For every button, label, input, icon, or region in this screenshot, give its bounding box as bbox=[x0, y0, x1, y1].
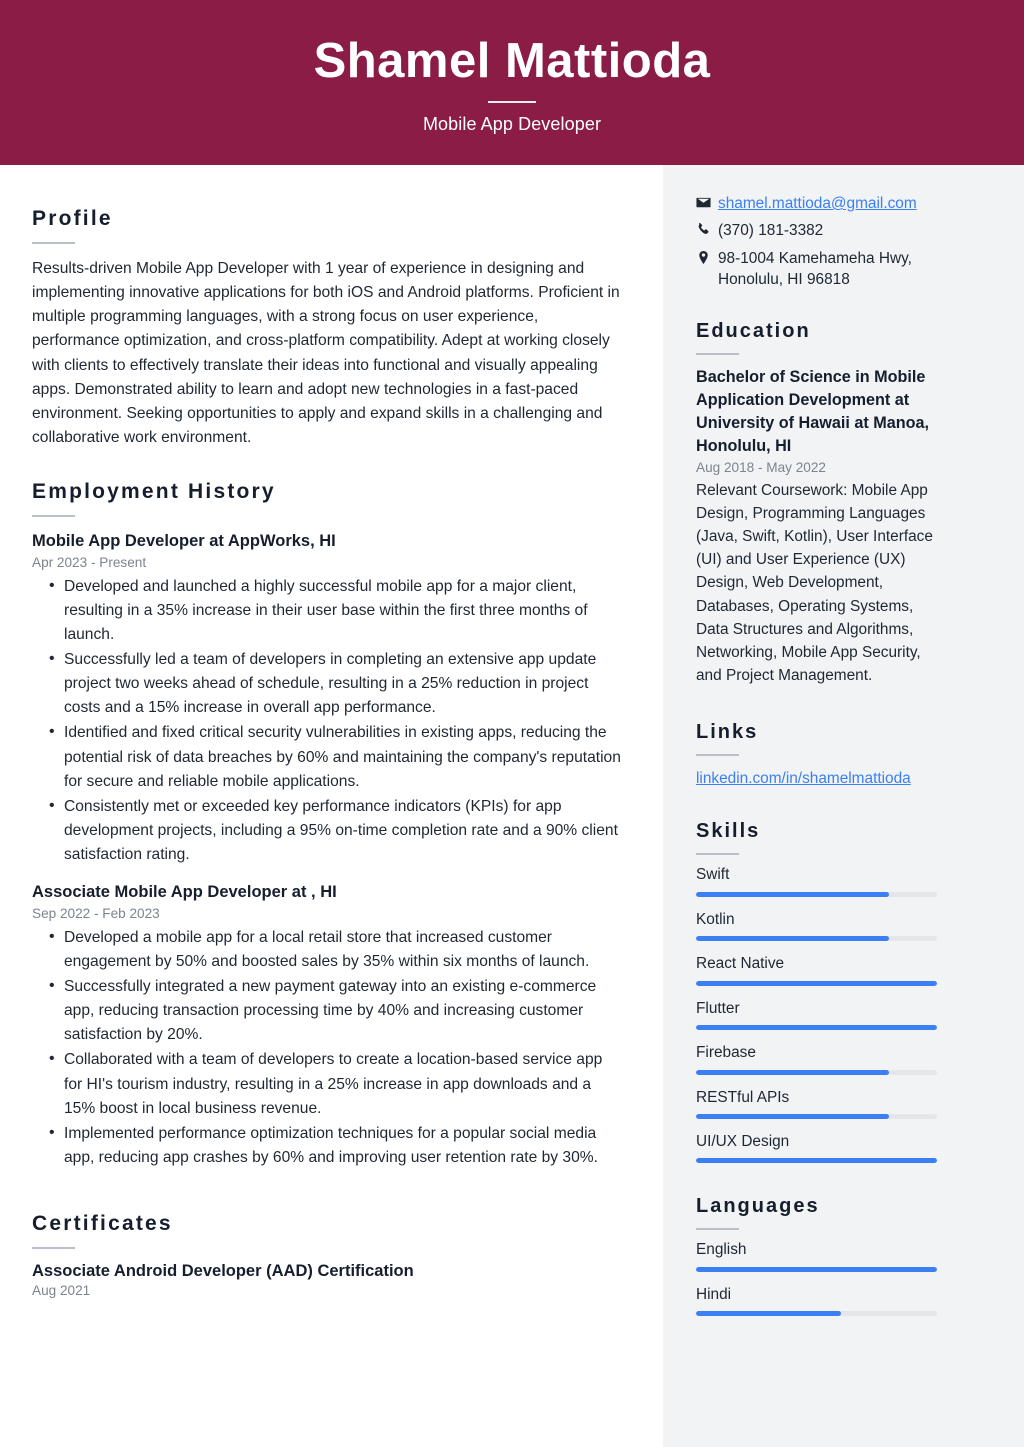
section-rule bbox=[32, 242, 75, 244]
header-job-title: Mobile App Developer bbox=[422, 114, 602, 135]
language-bar-track bbox=[696, 1267, 937, 1272]
link-linkedin[interactable]: linkedin.com/in/shamelmattioda bbox=[696, 769, 911, 787]
job-bullet-list bbox=[32, 575, 623, 868]
language-bar-fill bbox=[696, 1267, 937, 1272]
phone-icon bbox=[696, 220, 718, 237]
contact-email-row[interactable] bbox=[696, 193, 950, 214]
skill-label: Firebase bbox=[696, 1044, 756, 1062]
skill-bar-track bbox=[696, 892, 937, 897]
job-title: Associate Mobile App Developer at , HI bbox=[32, 883, 337, 902]
education-date: Aug 2018 - May 2022 bbox=[696, 460, 826, 475]
certificate-date: Aug 2021 bbox=[32, 1283, 91, 1299]
languages-heading: Languages bbox=[696, 1195, 820, 1218]
certificates-section bbox=[32, 1212, 623, 1298]
skill-item bbox=[696, 1089, 950, 1119]
skill-bar-fill bbox=[696, 892, 889, 897]
contact-phone: (370) 181-3382 bbox=[718, 222, 824, 240]
sidebar bbox=[663, 165, 1024, 1447]
contact-email[interactable]: shamel.mattioda@gmail.com bbox=[718, 195, 917, 212]
education-description: Relevant Coursework: Mobile App Design, Programming Languages (Java, Swift, Kotlin), User Interface (UI) and User Experience (UX) Design, Web Development, Databases, Operating Systems, Data Structures and Algorithms, Networking, Mobile App Security, and Project Management. bbox=[696, 482, 933, 684]
skills-heading: Skills bbox=[696, 820, 761, 843]
main-column bbox=[0, 165, 663, 1447]
job-bullet-list bbox=[32, 926, 623, 1171]
job-bullet: • Developed and launched a highly successful mobile app for a major client, resulting in a 35% increase in their user base within the first three months of launch. bbox=[32, 575, 623, 647]
section-rule bbox=[696, 754, 739, 756]
skill-bar-fill bbox=[696, 1025, 937, 1030]
skill-label: UI/UX Design bbox=[696, 1133, 790, 1150]
contact-list bbox=[696, 193, 950, 290]
employment-entry bbox=[32, 530, 623, 867]
language-bar-track bbox=[696, 1311, 937, 1316]
job-bullet: • Successfully led a team of developers in completing an extensive app update project two weeks ahead of schedule, resulting in a 25% reduction in project costs and a 15% increase in overall app performance. bbox=[32, 648, 623, 720]
section-rule bbox=[696, 353, 739, 355]
certificates-heading: Certificates bbox=[32, 1212, 173, 1236]
skill-label: RESTful APIs bbox=[696, 1088, 790, 1106]
skill-item bbox=[696, 866, 950, 896]
languages-section bbox=[696, 1195, 950, 1316]
contact-address: 98-1004 Kamehameha Hwy, Honolulu, HI 96818 bbox=[718, 249, 912, 288]
page-title: Shamel Mattioda bbox=[313, 33, 711, 88]
links-heading: Links bbox=[696, 720, 759, 743]
section-rule bbox=[696, 853, 739, 855]
skill-bar-fill bbox=[696, 1114, 889, 1119]
language-bar-fill bbox=[696, 1311, 841, 1316]
skill-item bbox=[696, 1000, 950, 1030]
profile-text: Results-driven Mobile App Developer with 1 year of experience in designing and implementing innovative applications for both iOS and Android platforms. Proficient in multiple programming languages, with a strong focus on user experience, performance optimization, and cross-platform compatibility. Adept at working closely with clients to effectively translate their ideas into functional and visually appealing apps. Demonstrated ability to learn and adopt new technologies in a fast-paced environment. Seeking opportunities to apply and expand skills in a challenging and collaborative work environment. bbox=[32, 260, 620, 447]
education-title: Bachelor of Science in Mobile Application Development at University of Hawaii at Manoa, Honolulu, HI bbox=[696, 368, 929, 455]
certificate-title: Associate Android Developer (AAD) Certification bbox=[32, 1262, 414, 1281]
skill-bar-track bbox=[696, 981, 937, 986]
skill-item bbox=[696, 911, 950, 941]
education-heading: Education bbox=[696, 320, 811, 342]
language-label: Hindi bbox=[696, 1285, 732, 1303]
skill-bar-track bbox=[696, 936, 937, 941]
job-date: Sep 2022 - Feb 2023 bbox=[32, 905, 160, 921]
skill-label: React Native bbox=[696, 955, 785, 973]
employment-entry bbox=[32, 881, 623, 1170]
language-item bbox=[696, 1241, 950, 1271]
job-bullet: • Identified and fixed critical security vulnerabilities in existing apps, reducing the potential risk of data breaches by 60% and maintaining the company's reputation for secure and reliable mobile applications. bbox=[32, 721, 623, 793]
skill-bar-fill bbox=[696, 1158, 937, 1163]
skill-bar-fill bbox=[696, 1070, 889, 1075]
section-rule bbox=[696, 1228, 739, 1230]
profile-section bbox=[32, 207, 623, 450]
skill-item bbox=[696, 1133, 950, 1163]
skill-item bbox=[696, 1044, 950, 1074]
profile-heading: Profile bbox=[32, 207, 113, 230]
skill-bar-fill bbox=[696, 981, 937, 986]
skill-bar-track bbox=[696, 1114, 937, 1119]
job-title: Mobile App Developer at AppWorks, HI bbox=[32, 532, 336, 551]
employment-heading: Employment History bbox=[32, 480, 276, 504]
contact-phone-row bbox=[696, 220, 950, 241]
links-section bbox=[696, 721, 950, 790]
section-rule bbox=[32, 1247, 75, 1249]
skills-section bbox=[696, 820, 950, 1163]
skill-bar-track bbox=[696, 1025, 937, 1030]
location-pin-icon bbox=[696, 248, 718, 265]
job-bullet: • Developed a mobile app for a local retail store that increased customer engagement by 50% and boosted sales by 35% within six months of launch. bbox=[32, 926, 623, 974]
contact-address-row bbox=[696, 248, 950, 291]
section-rule bbox=[32, 515, 75, 517]
job-bullet: • Successfully integrated a new payment gateway into an existing e-commerce app, reducing transaction processing time by 40% and increasing customer satisfaction by 20%. bbox=[32, 975, 623, 1047]
language-label: English bbox=[696, 1241, 747, 1259]
skill-label: Flutter bbox=[696, 999, 740, 1017]
certificate-entry bbox=[32, 1262, 623, 1298]
skill-item bbox=[696, 955, 950, 985]
resume-header bbox=[0, 0, 1024, 165]
skill-label: Swift bbox=[696, 866, 730, 884]
employment-section bbox=[32, 480, 623, 1170]
job-bullet: • Implemented performance optimization techniques for a popular social media app, reducing app crashes by 60% and improving user retention rate by 30%. bbox=[32, 1122, 623, 1170]
job-bullet: • Collaborated with a team of developers to create a location-based service app for HI's tourism industry, resulting in a 25% increase in app downloads and a 15% boost in local business revenue. bbox=[32, 1048, 623, 1120]
header-divider bbox=[488, 101, 536, 103]
skill-bar-track bbox=[696, 1070, 937, 1075]
resume-body bbox=[0, 165, 1024, 1447]
envelope-icon bbox=[696, 193, 718, 210]
job-bullet: • Consistently met or exceeded key performance indicators (KPIs) for app development projects, including a 95% on-time completion rate and a 90% client satisfaction rating. bbox=[32, 795, 623, 867]
skill-bar-track bbox=[696, 1158, 937, 1163]
education-entry bbox=[696, 366, 950, 687]
education-section bbox=[696, 320, 950, 687]
skill-label: Kotlin bbox=[696, 910, 735, 928]
language-item bbox=[696, 1286, 950, 1316]
skill-bar-fill bbox=[696, 936, 889, 941]
job-date: Apr 2023 - Present bbox=[32, 554, 147, 570]
